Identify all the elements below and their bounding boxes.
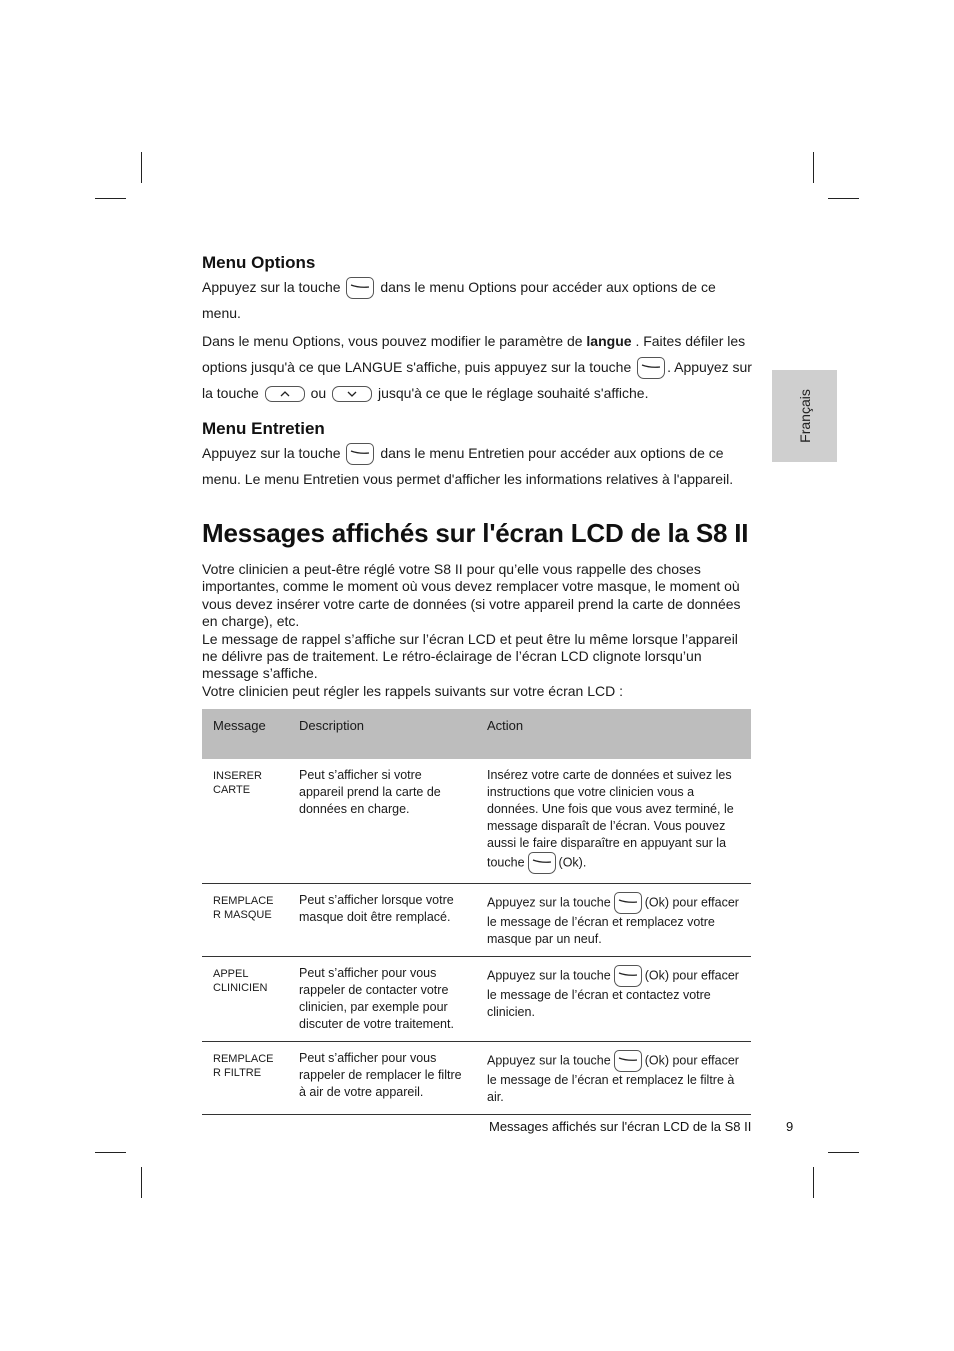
lcd-messages-section [202,518,752,700]
crop-mark [828,1152,859,1153]
left-softkey-icon [528,852,556,874]
column-header: Action [476,709,751,759]
left-softkey-icon [346,443,374,465]
message-code: REMPLACE R FILTRE [202,1042,288,1115]
message-action: Appuyez sur la touche (Ok) pour effacer le message de l’écran et remplacez le filtre à air. [476,1042,751,1115]
table-header-row [202,709,751,759]
left-softkey-icon [346,277,374,299]
message-description: Peut s’afficher pour vous rappeler de contacter votre clinicien, par exemple pour discuter de votre traitement. [288,957,476,1042]
crop-mark [813,1167,814,1198]
table-row [202,759,751,884]
running-footer: Messages affichés sur l'écran LCD de la S8 II [489,1119,752,1134]
menu-options-paragraph-2: Dans le menu Options, vous pouvez modifier le paramètre de langue . Faites défiler les options jusqu'à ce que LANGUE s'affiche, puis appuyez sur la touche . Appuyez sur la touche ou jusqu'à ce que le réglage souhaité s'affiche. [202,333,752,401]
messages-table [202,709,751,1115]
page-title: Messages affichés sur l'écran LCD de la S8 II [202,518,749,548]
message-description: Peut s’afficher lorsque votre masque doit être remplacé. [288,884,476,957]
menu-entretien-heading: Menu Entretien [202,419,325,438]
message-action: Appuyez sur la touche (Ok) pour effacer le message de l’écran et contactez votre clinicien. [476,957,751,1042]
crop-mark [95,198,126,199]
crop-mark [95,1152,126,1153]
crop-mark [828,198,859,199]
message-code: INSERER CARTE [202,759,288,884]
message-action: Insérez votre carte de données et suivez les instructions que votre clinicien vous a données. Une fois que vous avez terminé, le message disparaît de l’écran. Vous pouvez aussi le faire disparaître en appuyant sur la touche (Ok). [476,759,751,884]
reminder-paragraph: Le message de rappel s’affiche sur l’écran LCD et peut être lu même lorsque l’appareil ne délivre pas de traitement. Le rétro-éclairage de l’écran LCD clignote lorsqu’un message s’affiche. [202,630,738,682]
left-softkey-icon [637,357,665,379]
up-arrow-key-icon [265,386,305,402]
crop-mark [813,152,814,183]
column-header: Description [288,709,476,759]
crop-mark [141,152,142,183]
page-number: 9 [786,1119,794,1134]
left-softkey-icon [614,1050,642,1072]
menu-entretien-section [202,419,752,492]
message-code: APPEL CLINICIEN [202,957,288,1042]
table-row [202,1042,751,1115]
message-action: Appuyez sur la touche (Ok) pour effacer le message de l’écran et remplacez votre masque par un neuf. [476,884,751,957]
menu-options-paragraph-1: Appuyez sur la touche dans le menu Options pour accéder aux options de ce menu. [202,279,716,321]
message-code: REMPLACE R MASQUE [202,884,288,957]
reminders-list-intro: Votre clinicien peut régler les rappels suivants sur votre écran LCD : [202,682,623,699]
left-softkey-icon [614,892,642,914]
menu-options-section [202,253,752,406]
language-side-tab [772,370,837,462]
intro-paragraph: Votre clinicien a peut-être réglé votre S8 II pour qu’elle vous rappelle des choses importantes, comme le moment où vous devez remplacer votre masque, le moment où vous devez insérer votre carte de données (si votre appareil prend la carte de données en charge), etc. [202,561,741,630]
column-header: Message [202,709,288,759]
menu-options-heading: Menu Options [202,253,316,272]
menu-entretien-paragraph: Appuyez sur la touche dans le menu Entretien pour accéder aux options de ce menu. Le menu Entretien vous permet d'afficher les informations relatives à l'appareil. [202,445,734,487]
down-arrow-key-icon [332,386,372,402]
table-row [202,957,751,1042]
message-description: Peut s’afficher pour vous rappeler de remplacer le filtre à air de votre appareil. [288,1042,476,1115]
left-softkey-icon [614,965,642,987]
table-row [202,884,751,957]
message-description: Peut s’afficher si votre appareil prend la carte de données en charge. [288,759,476,884]
language-tab-label: Français [796,389,813,443]
crop-mark [141,1167,142,1198]
